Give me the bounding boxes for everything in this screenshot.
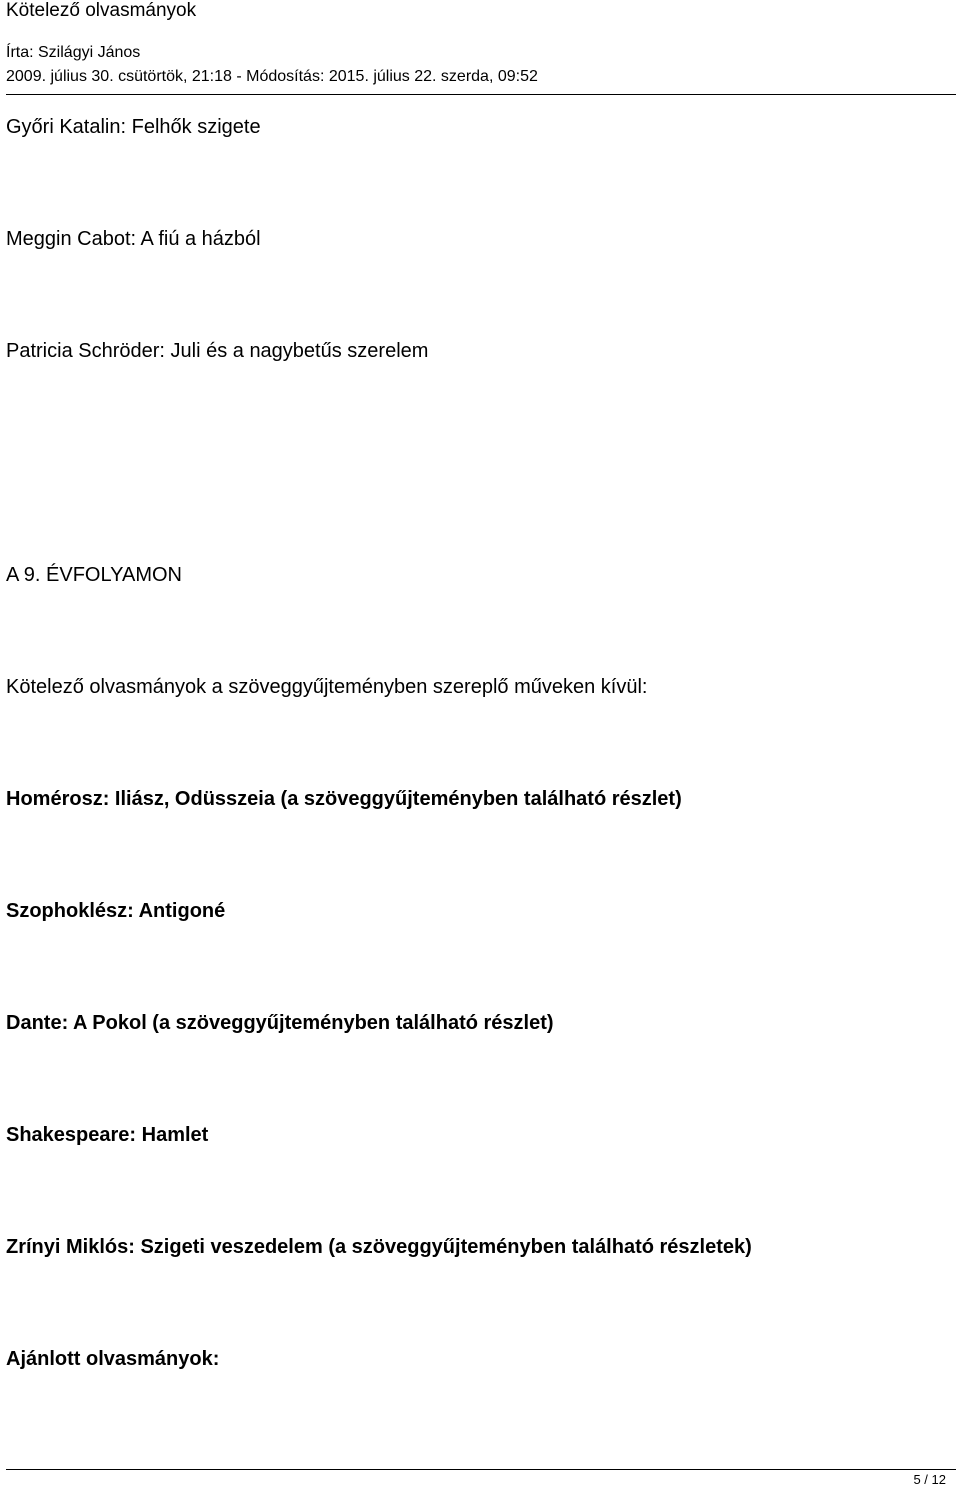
required-intro: Kötelező olvasmányok a szöveggyűjteményben szereplő műveken kívül: (6, 676, 648, 698)
required-item-1: Homérosz: Iliász, Odüsszeia (a szöveggyűjteményben található részlet) (6, 788, 682, 810)
page-title: Kötelező olvasmányok (6, 0, 197, 21)
book-item-top-2: Meggin Cabot: A fiú a házból (6, 228, 261, 250)
required-item-5: Zrínyi Miklós: Szigeti veszedelem (a szöveggyűjteményben található részletek) (6, 1236, 752, 1258)
required-item-3: Dante: A Pokol (a szöveggyűjteményben található részlet) (6, 1012, 554, 1034)
author-line: Írta: Szilágyi János (6, 44, 141, 61)
book-item-top-1: Győri Katalin: Felhők szigete (6, 116, 261, 138)
footer-divider (6, 1469, 956, 1470)
book-item-top-3: Patricia Schröder: Juli és a nagybetűs szerelem (6, 340, 429, 362)
date-line: 2009. július 30. csütörtök, 21:18 - Módosítás: 2015. július 22. szerda, 09:52 (6, 68, 538, 85)
grade-heading: A 9. ÉVFOLYAMON (6, 564, 182, 586)
recommended-heading: Ajánlott olvasmányok: (6, 1348, 220, 1370)
page-number: 5 / 12 (913, 1472, 946, 1487)
required-item-4: Shakespeare: Hamlet (6, 1124, 209, 1146)
required-item-2: Szophoklész: Antigoné (6, 900, 226, 922)
header-divider (6, 94, 956, 95)
